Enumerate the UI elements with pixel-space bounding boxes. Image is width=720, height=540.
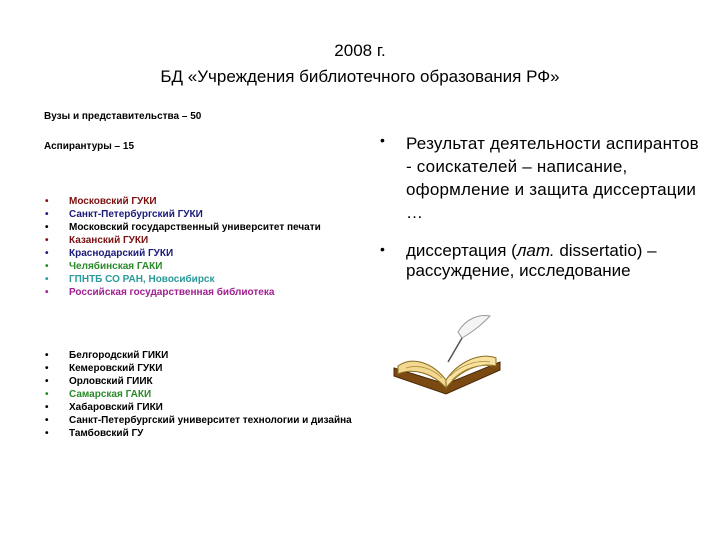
list-item: [44, 248, 344, 259]
list-item: [44, 274, 344, 285]
list-item-label: Кемеровский ГУКИ: [69, 363, 163, 374]
list-item-label: Московский ГУКИ: [69, 196, 157, 207]
result-text: Результат деятельности аспирантов - соискателей – написание, оформление и защита диссертации …: [406, 134, 699, 222]
definition-paren: (: [506, 241, 517, 260]
list-item-label: Краснодарский ГУКИ: [69, 248, 174, 259]
bullet-icon: •: [45, 415, 49, 426]
list-item: [44, 235, 344, 246]
universities-count: Вузы и представительства – 50: [44, 111, 202, 122]
list-item: [44, 363, 354, 374]
bullet-icon: •: [45, 196, 49, 207]
list-item-label: Самарская ГАКИ: [69, 389, 152, 400]
list-item-label: Санкт-Петербургский ГУКИ: [69, 209, 203, 220]
bullet-icon: •: [45, 248, 49, 259]
definition-text: [406, 241, 657, 280]
list-item-label: Челябинская ГАКИ: [69, 261, 163, 272]
bullet-icon: •: [45, 350, 49, 361]
bullet-icon: •: [45, 376, 49, 387]
list-item: [44, 376, 354, 387]
list-item-label: Санкт-Петербургский университет технологии и дизайна: [69, 415, 352, 426]
list-item-label: Тамбовский ГУ: [69, 428, 144, 439]
list-item-label: ГПНТБ СО РАН, Новосибирск: [69, 274, 215, 285]
list-item-label: Белгородский ГИКИ: [69, 350, 169, 361]
list-item: [44, 389, 354, 400]
bullet-icon: •: [45, 287, 49, 298]
list-item-label: Казанский ГУКИ: [69, 235, 149, 246]
definition-rest: dissertatio) – рассуждение, исследование: [406, 241, 657, 280]
list-item-label: Орловский ГИИК: [69, 376, 153, 387]
bullet-icon: •: [45, 235, 49, 246]
title-year: 2008 г.: [334, 41, 386, 60]
definition-lat: лат.: [516, 241, 555, 260]
bullet-icon: •: [45, 402, 49, 413]
bullet-icon: •: [45, 261, 49, 272]
bullet-icon: •: [45, 222, 49, 233]
title-database: БД «Учреждения библиотечного образования РФ»: [160, 67, 560, 86]
institution-list-2: [44, 350, 354, 441]
list-item: [44, 428, 354, 439]
bullet-icon: •: [45, 389, 49, 400]
bullet-icon: •: [45, 274, 49, 285]
list-item-label: Хабаровский ГИКИ: [69, 402, 163, 413]
list-item: [44, 415, 354, 426]
list-item: [44, 196, 344, 207]
list-item: [44, 350, 354, 361]
definition-bullet: [380, 241, 700, 281]
bullet-icon: •: [45, 428, 49, 439]
list-item: [44, 209, 344, 220]
list-item-label: Российская государственная библиотека: [69, 287, 275, 298]
bullet-icon: •: [380, 132, 385, 148]
institution-list-1: [44, 196, 344, 300]
result-bullet: [380, 132, 700, 224]
definition-term: диссертация: [406, 241, 507, 260]
bullet-icon: •: [45, 209, 49, 220]
list-item: [44, 222, 344, 233]
bullet-icon: •: [45, 363, 49, 374]
list-item: [44, 261, 344, 272]
list-item: [44, 402, 354, 413]
bullet-icon: •: [380, 241, 385, 257]
postgrad-count: Аспирантуры – 15: [44, 141, 135, 152]
book-quill-icon: [388, 310, 508, 410]
list-item-label: Московский государственный университет печати: [69, 222, 321, 233]
list-item: [44, 287, 344, 298]
